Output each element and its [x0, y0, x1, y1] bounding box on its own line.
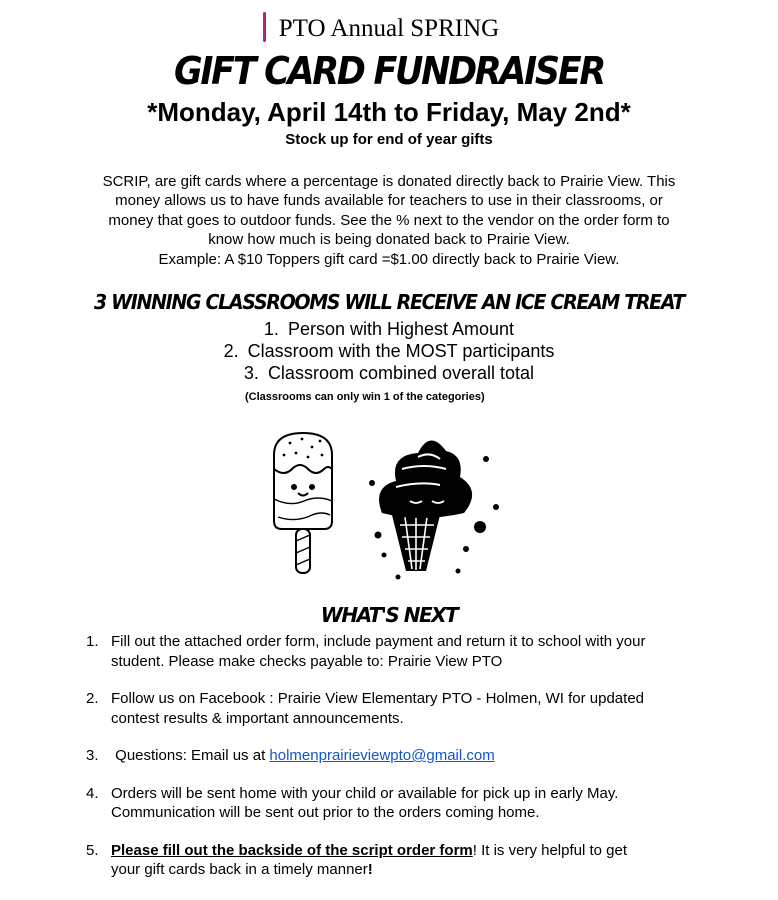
list-item — [86, 784, 706, 823]
item-number: 1. — [86, 633, 99, 650]
winners-heading: 3 WINNING CLASSROOMS WILL RECEIVE AN ICE CREAM TREAT — [93, 290, 685, 314]
fundraiser-dates: *Monday, April 14th to Friday, May 2nd* — [147, 97, 631, 127]
item-number: 2. — [86, 690, 99, 707]
item-number: 4. — [86, 784, 99, 802]
item-number: 3. — [243, 363, 259, 383]
item-text: Communication will be sent out prior to the orders coming home. — [111, 804, 540, 821]
list-item — [86, 746, 706, 766]
ice-cream-illustration — [260, 425, 510, 585]
item-number: 1. — [263, 319, 279, 339]
list-item — [0, 318, 778, 340]
item-text: Person with Highest Amount — [287, 319, 515, 339]
emphasis-text: Please fill out the backside of the script order form — [111, 841, 473, 859]
intro-line: money allows us to have funds available for teachers to use in their classrooms, or — [115, 192, 663, 210]
intro-line: money that goes to outdoor funds. See the % next to the vendor on the order form to — [108, 211, 670, 229]
popsicle-icon — [274, 433, 332, 573]
intro-line: SCRIP, are gift cards where a percentage is donated directly back to Prairie View. This — [102, 173, 676, 190]
item-text: Questions: Email us at — [111, 747, 270, 764]
next-steps-list — [86, 632, 706, 898]
list-item — [0, 340, 778, 362]
list-item — [86, 632, 706, 671]
item-number: 5. — [86, 841, 99, 859]
tagline: Stock up for end of year gifts — [285, 131, 493, 148]
item-text: your gift cards back in a timely manner — [111, 861, 368, 878]
item-text-end: ! — [367, 861, 373, 878]
item-text: Orders will be sent home with your child or available for pick up in early May. — [111, 784, 619, 802]
email-link[interactable]: holmenprairieviewpto@gmail.com — [269, 747, 495, 764]
item-text: Fill out the attached order form, include payment and return it to school with your — [111, 633, 646, 650]
list-item — [0, 362, 778, 384]
item-number: 2. — [223, 341, 239, 361]
fundraiser-title: GIFT CARD FUNDRAISER — [174, 49, 604, 93]
winners-list — [0, 318, 778, 384]
item-text: student. Please make checks payable to: Prairie View PTO — [111, 652, 503, 670]
list-item — [86, 841, 706, 880]
intro-paragraph — [70, 172, 708, 269]
whats-next-heading: WHAT'S NEXT — [320, 603, 458, 627]
pto-line: PTO Annual SPRING — [278, 15, 500, 42]
item-number: 3. — [86, 747, 99, 764]
intro-line: know how much is being donated back to Prairie View. — [208, 231, 570, 249]
item-text: ! It is very helpful to get — [472, 841, 628, 859]
list-item — [86, 689, 706, 728]
intro-example: Example: A $10 Toppers gift card =$1.00 directly back to Prairie View. — [158, 250, 620, 268]
item-text: Follow us on Facebook : Prairie View Elementary PTO - Holmen, WI for updated — [111, 690, 645, 707]
winners-note: (Classrooms can only win 1 of the categories) — [245, 391, 485, 403]
item-text: Classroom combined overall total — [267, 363, 535, 383]
item-text: contest results & important announcements. — [111, 709, 404, 727]
ice-cream-cone-icon — [369, 440, 499, 579]
item-text: Classroom with the MOST participants — [247, 341, 555, 361]
